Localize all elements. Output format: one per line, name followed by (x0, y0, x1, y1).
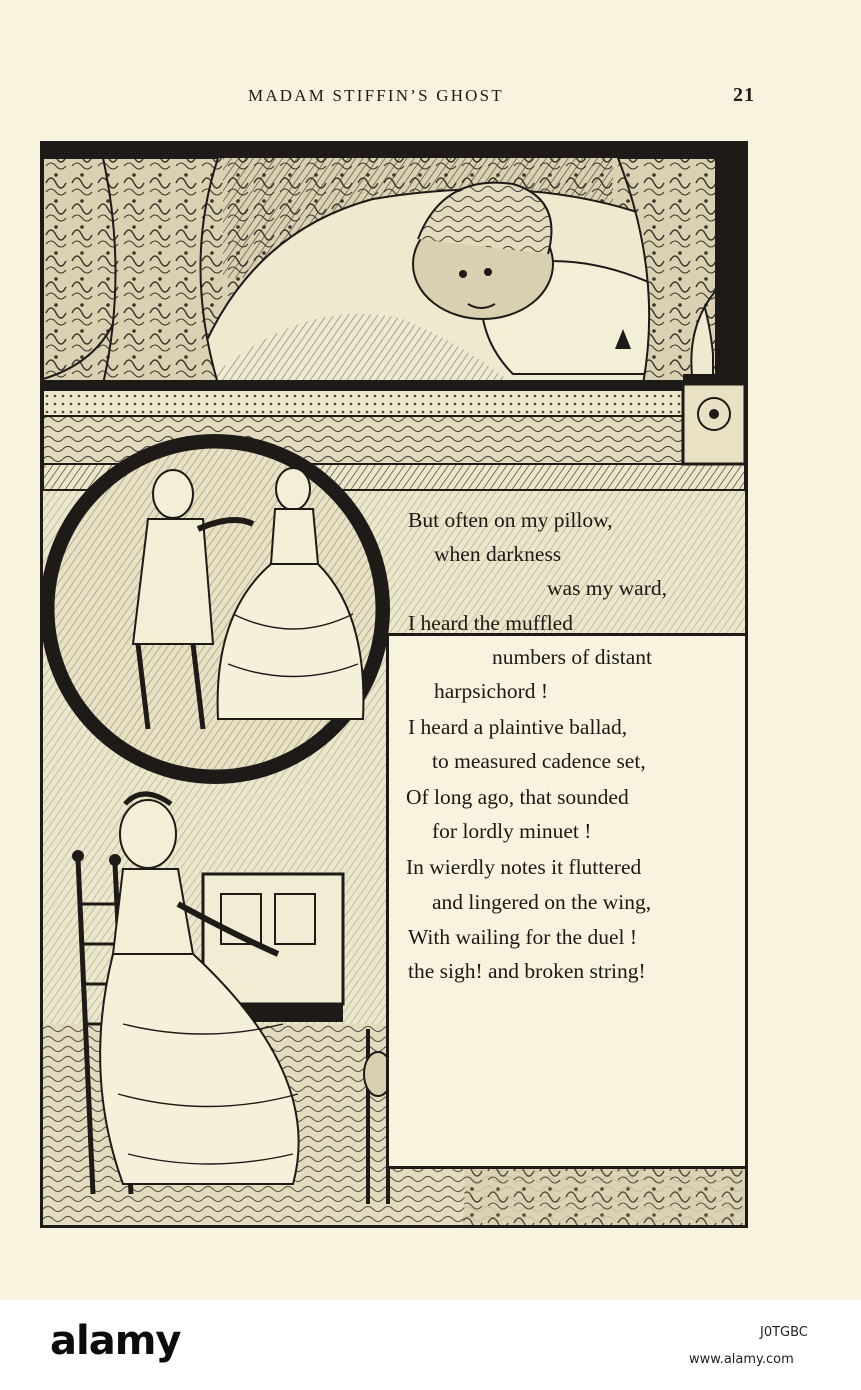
image-id: J0TGBC (760, 1325, 808, 1340)
alamy-logo: alamy (50, 1318, 181, 1364)
poem-line: was my ward, (547, 576, 668, 600)
poem-line: and lingered on the wing, (432, 890, 652, 914)
bed-scene (43, 144, 745, 384)
running-title: MADAM STIFFIN’S GHOST (248, 86, 504, 105)
poem-line: for lordly minuet ! (432, 819, 592, 843)
page-number: 21 (733, 84, 755, 106)
poem-line: harpsichord ! (434, 679, 549, 703)
poem-line: I heard a plaintive ballad, (408, 715, 628, 739)
illustration-frame (40, 141, 748, 1228)
poem-line: Of long ago, that sounded (406, 785, 629, 809)
running-head (0, 86, 861, 110)
watermark-url: www.alamy.com (689, 1352, 794, 1367)
poem-line: I heard the muffled (408, 611, 573, 635)
poem-line: numbers of distant (492, 645, 653, 669)
dancing-couple-medallion (43, 434, 390, 784)
poem-line: With wailing for the duel ! (408, 925, 638, 949)
poem-line: to measured cadence set, (432, 749, 646, 773)
poem-line: the sigh! and broken string! (408, 959, 646, 983)
poem-line: when darkness (434, 542, 562, 566)
poem-line: But often on my pillow, (408, 508, 613, 532)
poem-line: In wierdly notes it fluttered (406, 855, 642, 879)
